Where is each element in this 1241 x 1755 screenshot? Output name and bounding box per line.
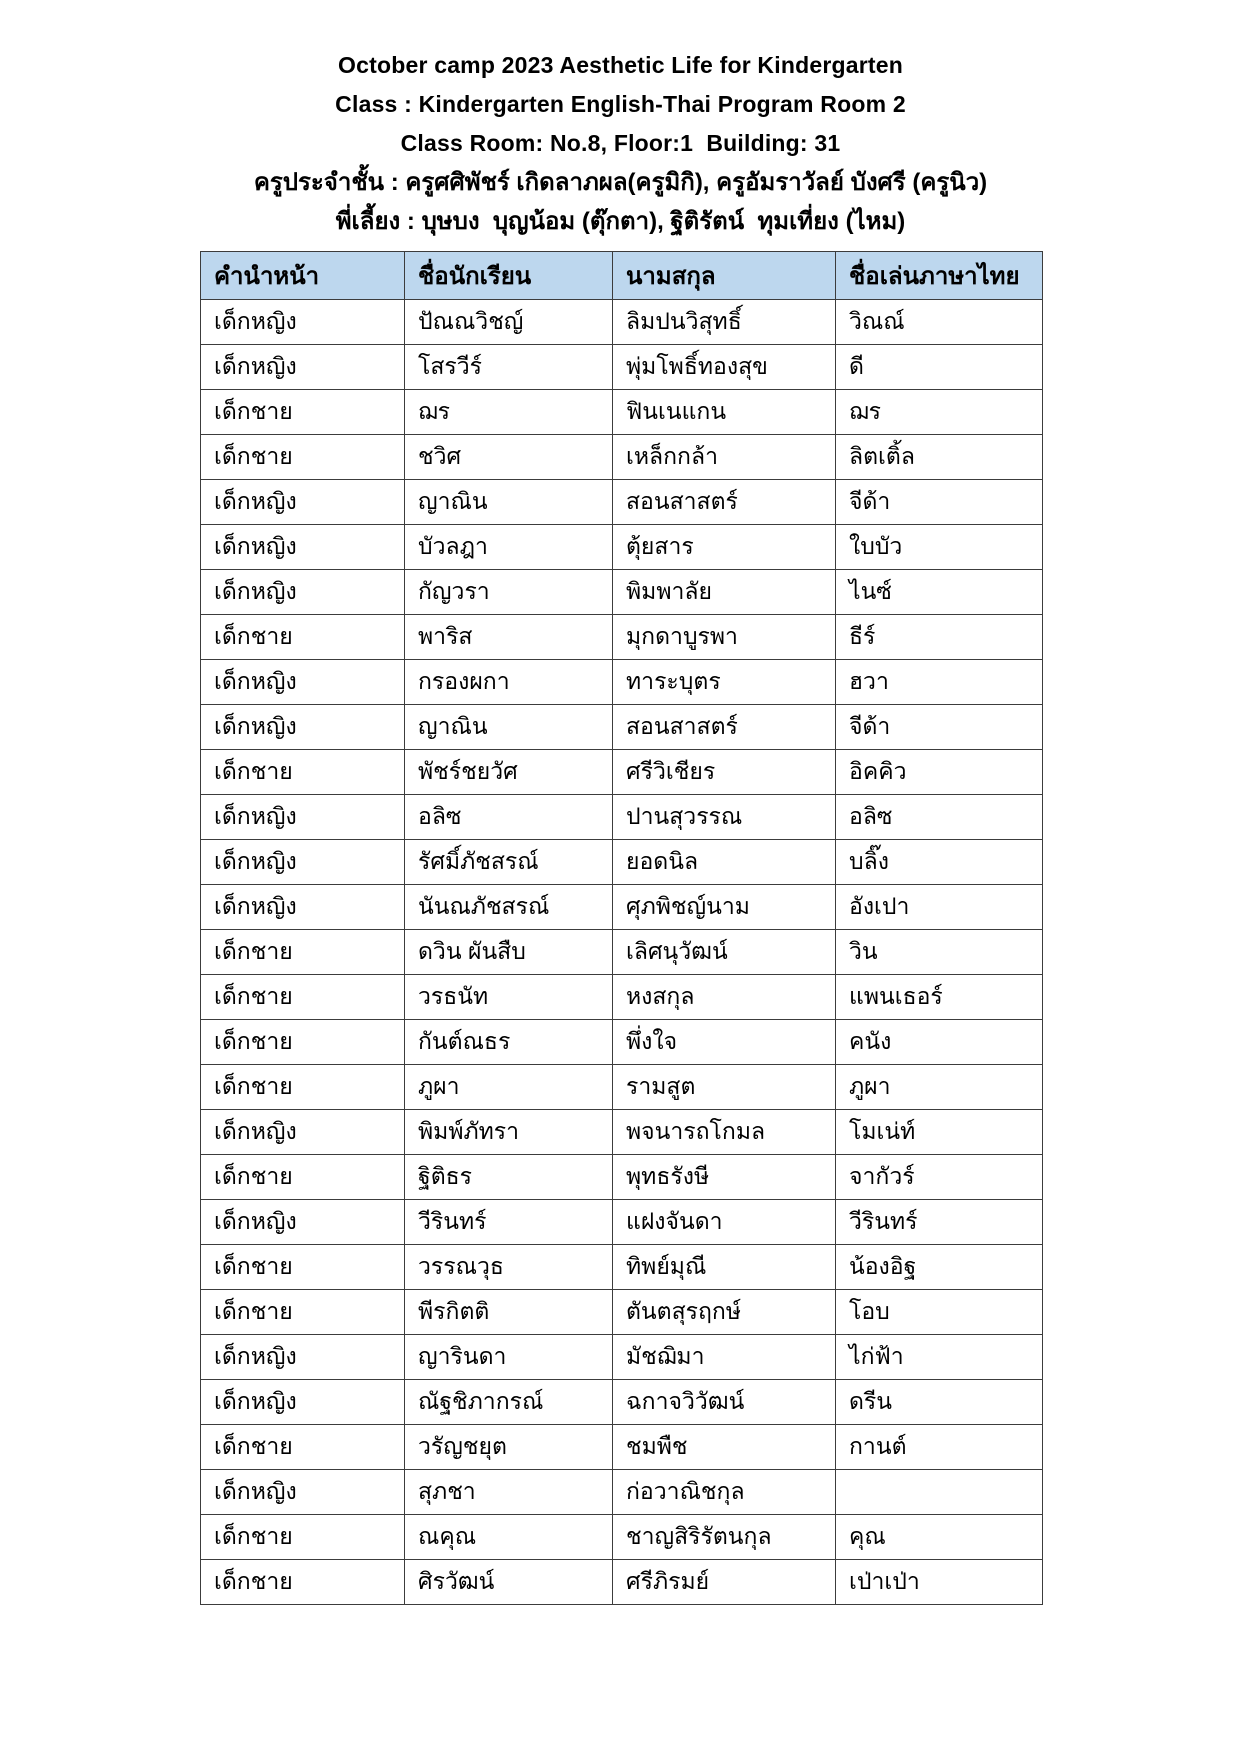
cell-thai-nickname: ฌร xyxy=(836,390,1043,435)
cell-student-name: ฌร xyxy=(405,390,613,435)
cell-prefix: เด็กหญิง xyxy=(201,1335,405,1380)
header-thai-nickname: ชื่อเล่นภาษาไทย xyxy=(836,252,1043,300)
table-row xyxy=(201,570,1043,615)
student-roster-table xyxy=(200,251,1043,1605)
cell-prefix: เด็กหญิง xyxy=(201,1200,405,1245)
table-row xyxy=(201,345,1043,390)
cell-thai-nickname: อิคคิว xyxy=(836,750,1043,795)
cell-thai-nickname: บลิ๊ง xyxy=(836,840,1043,885)
cell-student-name: รัศมิ์ภัชสรณ์ xyxy=(405,840,613,885)
cell-student-name: วรธนัท xyxy=(405,975,613,1020)
cell-prefix: เด็กชาย xyxy=(201,750,405,795)
document-header xyxy=(0,0,1241,241)
cell-prefix: เด็กชาย xyxy=(201,1425,405,1470)
cell-surname: พจนารถโกมล xyxy=(613,1110,836,1155)
cell-thai-nickname: คนัง xyxy=(836,1020,1043,1065)
cell-student-name: ดวิน ผันสืบ xyxy=(405,930,613,975)
cell-surname: ชาญสิริรัตนกุล xyxy=(613,1515,836,1560)
cell-student-name: โสรวีร์ xyxy=(405,345,613,390)
table-row xyxy=(201,1020,1043,1065)
cell-thai-nickname: จีด้า xyxy=(836,705,1043,750)
cell-thai-nickname: ดรีน xyxy=(836,1380,1043,1425)
table-header-row xyxy=(201,252,1043,300)
table-row xyxy=(201,1425,1043,1470)
table-row xyxy=(201,1200,1043,1245)
cell-student-name: ญาณิน xyxy=(405,705,613,750)
cell-prefix: เด็กหญิง xyxy=(201,1470,405,1515)
cell-student-name: ปัณณวิชญ์ xyxy=(405,300,613,345)
cell-surname: หงสกุล xyxy=(613,975,836,1020)
cell-student-name: บัวลฎา xyxy=(405,525,613,570)
cell-surname: พุ่มโพธิ์ทองสุข xyxy=(613,345,836,390)
cell-thai-nickname: ธีร์ xyxy=(836,615,1043,660)
table-row xyxy=(201,975,1043,1020)
cell-prefix: เด็กชาย xyxy=(201,1155,405,1200)
cell-prefix: เด็กชาย xyxy=(201,1515,405,1560)
cell-prefix: เด็กชาย xyxy=(201,1065,405,1110)
cell-student-name: ณัฐชิภากรณ์ xyxy=(405,1380,613,1425)
cell-student-name: พัชร์ชยวัศ xyxy=(405,750,613,795)
cell-thai-nickname: วิณณ์ xyxy=(836,300,1043,345)
table-row xyxy=(201,1470,1043,1515)
cell-student-name: วรัญชยุต xyxy=(405,1425,613,1470)
cell-surname: มัชฌิมา xyxy=(613,1335,836,1380)
cell-surname: ทาระบุตร xyxy=(613,660,836,705)
cell-prefix: เด็กหญิง xyxy=(201,660,405,705)
table-row xyxy=(201,480,1043,525)
camp-title: October camp 2023 Aesthetic Life for Kindergarten xyxy=(338,52,903,78)
cell-student-name: อลิซ xyxy=(405,795,613,840)
cell-prefix: เด็กชาย xyxy=(201,1020,405,1065)
cell-surname: แฝงจันดา xyxy=(613,1200,836,1245)
cell-thai-nickname: อลิซ xyxy=(836,795,1043,840)
cell-surname: ปานสุวรรณ xyxy=(613,795,836,840)
cell-surname: ฟินเนแกน xyxy=(613,390,836,435)
cell-thai-nickname: โอบ xyxy=(836,1290,1043,1335)
table-row xyxy=(201,795,1043,840)
cell-student-name: ฐิติธร xyxy=(405,1155,613,1200)
cell-prefix: เด็กหญิง xyxy=(201,840,405,885)
cell-thai-nickname: ลิตเติ้ล xyxy=(836,435,1043,480)
cell-thai-nickname: จีด้า xyxy=(836,480,1043,525)
cell-surname: เหล็กกล้า xyxy=(613,435,836,480)
table-row xyxy=(201,1290,1043,1335)
caretakers-line: พี่เลี้ยง : บุษบง บุญน้อม (ตุ๊กตา), ฐิติรัตน์ ทุมเที่ยง (ไหม) xyxy=(335,208,906,235)
header-prefix: คำนำหน้า xyxy=(201,252,405,300)
cell-surname: ตันตสุรฤกษ์ xyxy=(613,1290,836,1335)
cell-thai-nickname: จากัวร์ xyxy=(836,1155,1043,1200)
cell-surname: ทิพย์มุณี xyxy=(613,1245,836,1290)
cell-student-name: ภูผา xyxy=(405,1065,613,1110)
table-row xyxy=(201,390,1043,435)
cell-surname: ก่อวาณิชกุล xyxy=(613,1470,836,1515)
cell-student-name: ญาณิน xyxy=(405,480,613,525)
table-row xyxy=(201,1065,1043,1110)
table-row xyxy=(201,885,1043,930)
cell-student-name: ศิรวัฒน์ xyxy=(405,1560,613,1605)
cell-student-name: กัญวรา xyxy=(405,570,613,615)
table-body xyxy=(201,300,1043,1605)
cell-student-name: พีรกิตติ xyxy=(405,1290,613,1335)
cell-prefix: เด็กชาย xyxy=(201,930,405,975)
cell-prefix: เด็กชาย xyxy=(201,1245,405,1290)
table-row xyxy=(201,1560,1043,1605)
cell-student-name: ณคุณ xyxy=(405,1515,613,1560)
cell-thai-nickname: วิน xyxy=(836,930,1043,975)
cell-student-name: กรองผกา xyxy=(405,660,613,705)
header-surname: นามสกุล xyxy=(613,252,836,300)
cell-thai-nickname: น้องอิฐ xyxy=(836,1245,1043,1290)
cell-student-name: วีรินทร์ xyxy=(405,1200,613,1245)
cell-surname: ยอดนิล xyxy=(613,840,836,885)
cell-surname: สอนสาสตร์ xyxy=(613,480,836,525)
cell-surname: ฉกาจวิวัฒน์ xyxy=(613,1380,836,1425)
cell-prefix: เด็กชาย xyxy=(201,1560,405,1605)
cell-thai-nickname: โมเน่ท์ xyxy=(836,1110,1043,1155)
table-row xyxy=(201,1245,1043,1290)
cell-thai-nickname: ฮวา xyxy=(836,660,1043,705)
cell-surname: สอนสาสตร์ xyxy=(613,705,836,750)
table-row xyxy=(201,1110,1043,1155)
cell-student-name: พิมพ์ภัทรา xyxy=(405,1110,613,1155)
table-row xyxy=(201,1335,1043,1380)
cell-prefix: เด็กหญิง xyxy=(201,705,405,750)
cell-student-name: วรรณวุธ xyxy=(405,1245,613,1290)
cell-prefix: เด็กชาย xyxy=(201,615,405,660)
table-row xyxy=(201,300,1043,345)
cell-student-name: ชวิศ xyxy=(405,435,613,480)
homeroom-teachers-line: ครูประจำชั้น : ครูศศิพัชร์ เกิดลาภผล(ครูมิกิ), ครูอัมราวัลย์ บังศรี (ครูนิว) xyxy=(253,169,988,196)
cell-student-name: พาริส xyxy=(405,615,613,660)
cell-surname: พึ่งใจ xyxy=(613,1020,836,1065)
cell-thai-nickname: อังเปา xyxy=(836,885,1043,930)
table-row xyxy=(201,615,1043,660)
table-row xyxy=(201,1515,1043,1560)
cell-prefix: เด็กชาย xyxy=(201,435,405,480)
table-row xyxy=(201,930,1043,975)
cell-surname: มุกดาบูรพา xyxy=(613,615,836,660)
cell-surname: ศรีวิเชียร xyxy=(613,750,836,795)
cell-surname: ศุภพิชญ์นาม xyxy=(613,885,836,930)
cell-surname: ลิมปนวิสุทธิ์ xyxy=(613,300,836,345)
cell-thai-nickname: ภูผา xyxy=(836,1065,1043,1110)
cell-surname: ตุ้ยสาร xyxy=(613,525,836,570)
table-row xyxy=(201,435,1043,480)
cell-prefix: เด็กหญิง xyxy=(201,345,405,390)
cell-prefix: เด็กชาย xyxy=(201,975,405,1020)
cell-prefix: เด็กหญิง xyxy=(201,885,405,930)
header-student-name: ชื่อนักเรียน xyxy=(405,252,613,300)
cell-prefix: เด็กหญิง xyxy=(201,480,405,525)
cell-prefix: เด็กหญิง xyxy=(201,795,405,840)
cell-thai-nickname: แพนเธอร์ xyxy=(836,975,1043,1020)
cell-prefix: เด็กหญิง xyxy=(201,570,405,615)
cell-prefix: เด็กชาย xyxy=(201,390,405,435)
cell-thai-nickname: เป่าเป่า xyxy=(836,1560,1043,1605)
cell-student-name: นันณภัชสรณ์ xyxy=(405,885,613,930)
table-row xyxy=(201,750,1043,795)
cell-thai-nickname: กานต์ xyxy=(836,1425,1043,1470)
cell-surname: ชมพืช xyxy=(613,1425,836,1470)
cell-student-name: สุภชา xyxy=(405,1470,613,1515)
cell-surname: รามสูต xyxy=(613,1065,836,1110)
cell-thai-nickname: ดี xyxy=(836,345,1043,390)
cell-prefix: เด็กหญิง xyxy=(201,525,405,570)
table-row xyxy=(201,660,1043,705)
cell-thai-nickname: ไนซ์ xyxy=(836,570,1043,615)
cell-student-name: กันต์ณธร xyxy=(405,1020,613,1065)
cell-prefix: เด็กชาย xyxy=(201,1290,405,1335)
table-row xyxy=(201,525,1043,570)
cell-thai-nickname: วีรินทร์ xyxy=(836,1200,1043,1245)
cell-surname: พุทธรังษี xyxy=(613,1155,836,1200)
cell-thai-nickname xyxy=(836,1470,1043,1515)
cell-surname: ศรีภิรมย์ xyxy=(613,1560,836,1605)
classroom-location-line: Class Room: No.8, Floor:1 Building: 31 xyxy=(400,130,841,156)
cell-surname: เลิศนุวัฒน์ xyxy=(613,930,836,975)
table-row xyxy=(201,840,1043,885)
table-row xyxy=(201,1155,1043,1200)
class-program-line: Class : Kindergarten English-Thai Program Room 2 xyxy=(335,91,906,117)
cell-prefix: เด็กหญิง xyxy=(201,300,405,345)
cell-student-name: ญารินดา xyxy=(405,1335,613,1380)
table-row xyxy=(201,705,1043,750)
cell-prefix: เด็กหญิง xyxy=(201,1110,405,1155)
cell-thai-nickname: คุณ xyxy=(836,1515,1043,1560)
cell-thai-nickname: ใบบัว xyxy=(836,525,1043,570)
table-row xyxy=(201,1380,1043,1425)
cell-surname: พิมพาลัย xyxy=(613,570,836,615)
cell-prefix: เด็กหญิง xyxy=(201,1380,405,1425)
cell-thai-nickname: ไก่ฟ้า xyxy=(836,1335,1043,1380)
